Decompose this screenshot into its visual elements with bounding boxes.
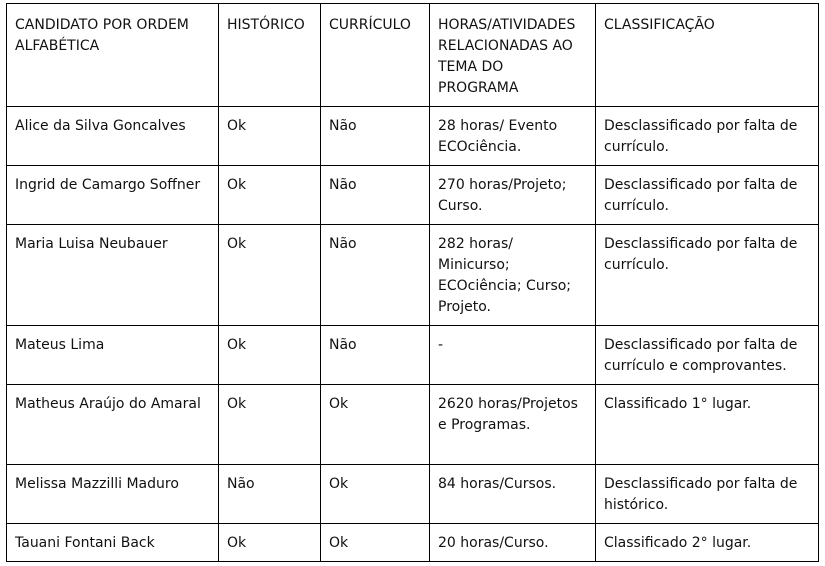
cell-candidate-name: Alice da Silva Goncalves [7,107,219,166]
table-row [7,385,819,465]
table-row [7,465,819,524]
cell-hours: - [430,326,596,385]
cell-curriculum: Não [321,225,430,326]
cell-candidate-name: Melissa Mazzilli Maduro [7,465,219,524]
cell-classification: Desclassificado por falta de currículo. [596,166,819,225]
cell-history: Ok [219,524,321,562]
header-candidate: CANDIDATO POR ORDEM ALFABÉTICA [7,4,219,107]
cell-history: Ok [219,107,321,166]
cell-classification: Desclassificado por falta de currículo. [596,225,819,326]
cell-hours: 28 horas/ Evento ECOciência. [430,107,596,166]
cell-curriculum: Não [321,107,430,166]
header-hours: HORAS/ATIVIDADES RELACIONADAS AO TEMA DO PROGRAMA [430,4,596,107]
cell-candidate-name: Matheus Araújo do Amaral [7,385,219,465]
cell-history: Ok [219,326,321,385]
cell-hours: 20 horas/Curso. [430,524,596,562]
cell-curriculum: Ok [321,385,430,465]
cell-classification: Classificado 2° lugar. [596,524,819,562]
cell-history: Ok [219,225,321,326]
header-history: HISTÓRICO [219,4,321,107]
header-curriculum: CURRÍCULO [321,4,430,107]
cell-history: Não [219,465,321,524]
table-row [7,166,819,225]
cell-candidate-name: Ingrid de Camargo Soffner [7,166,219,225]
cell-curriculum: Não [321,326,430,385]
cell-classification: Desclassificado por falta de currículo. [596,107,819,166]
table-row [7,107,819,166]
cell-candidate-name: Mateus Lima [7,326,219,385]
cell-hours: 282 horas/ Minicurso; ECOciência; Curso; Projeto. [430,225,596,326]
cell-curriculum: Não [321,166,430,225]
cell-history: Ok [219,385,321,465]
cell-classification: Classificado 1° lugar. [596,385,819,465]
cell-curriculum: Ok [321,524,430,562]
table-row [7,524,819,562]
results-table [6,3,819,562]
cell-candidate-name: Tauani Fontani Back [7,524,219,562]
table-row [7,225,819,326]
header-classification: CLASSIFICAÇÃO [596,4,819,107]
cell-history: Ok [219,166,321,225]
cell-candidate-name: Maria Luisa Neubauer [7,225,219,326]
cell-classification: Desclassificado por falta de currículo e comprovantes. [596,326,819,385]
cell-hours: 270 horas/Projeto; Curso. [430,166,596,225]
table-row [7,326,819,385]
cell-hours: 84 horas/Cursos. [430,465,596,524]
cell-curriculum: Ok [321,465,430,524]
table-header-row [7,4,819,107]
cell-classification: Desclassificado por falta de histórico. [596,465,819,524]
cell-hours: 2620 horas/Projetos e Programas. [430,385,596,465]
